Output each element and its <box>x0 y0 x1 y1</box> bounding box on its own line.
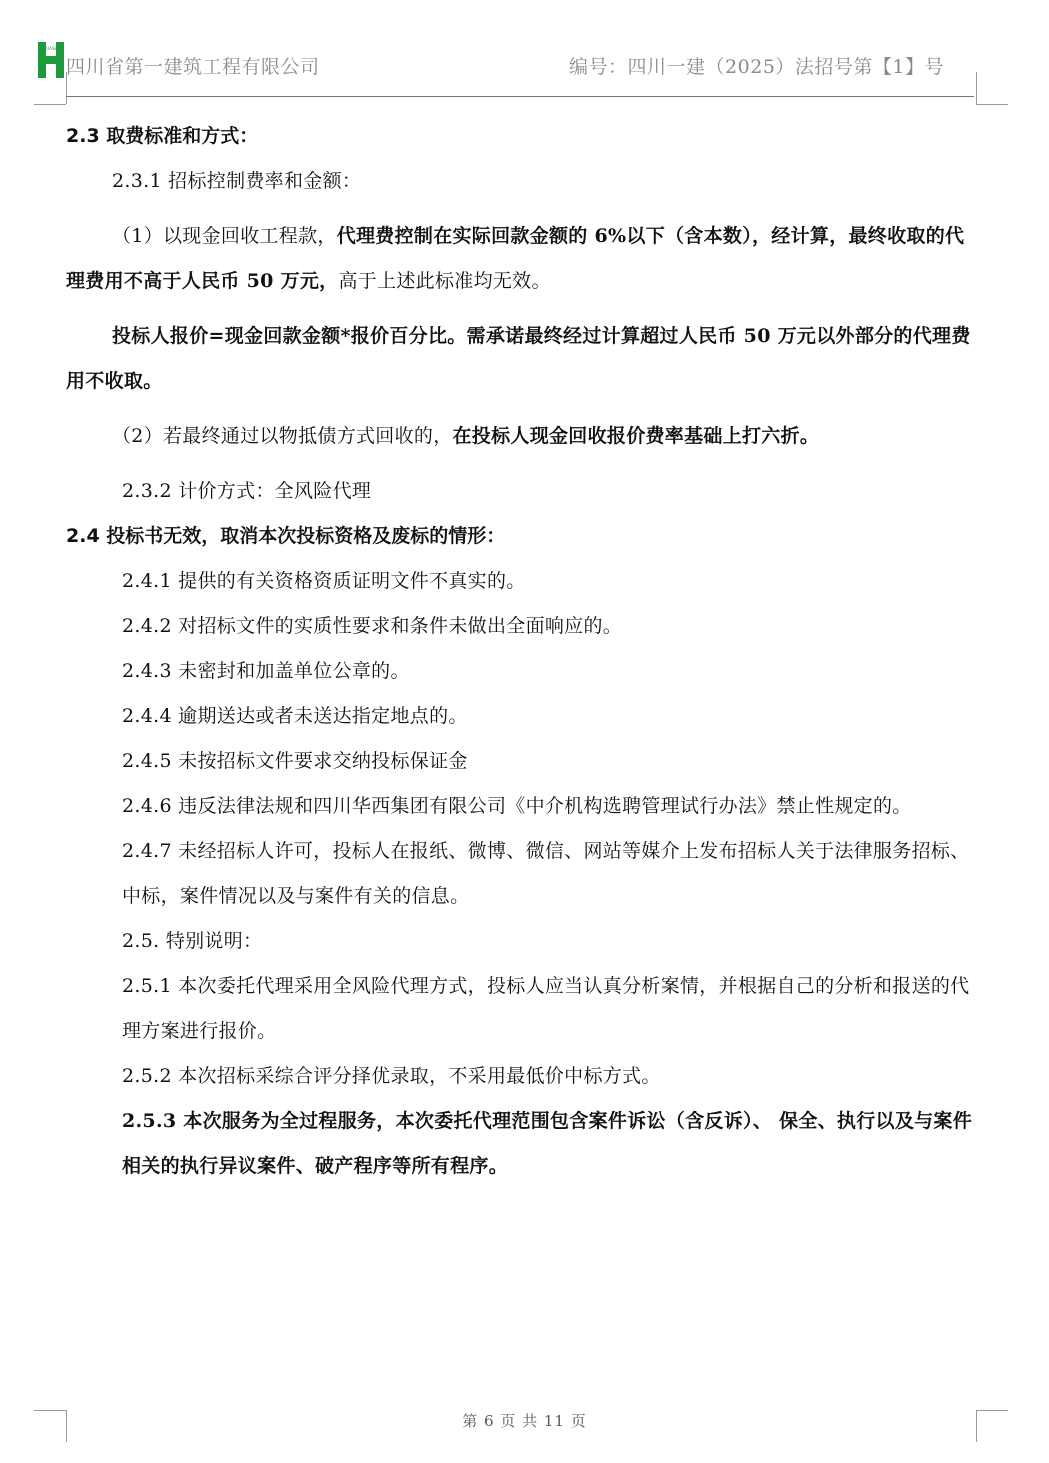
item-1-tail: 高于上述此标准均无效。 <box>338 270 551 292</box>
item-1-fee-cap: 代理费控制在实际回款金额的 6%以下（含本数），经计算，最终收取的代理费用不高于人民币 50 万元， <box>66 225 965 292</box>
section-2-5-3: 2.5.3 本次服务为全过程服务，本次委托代理范围包含案件诉讼（含反诉）、 保全、执行以及与案件相关的执行异议案件、破产程序等所有程序。 <box>122 1110 973 1177</box>
section-2-4-6: 2.4.6 违反法律法规和四川华西集团有限公司《中介机构选聘管理试行办法》禁止性规定的。 <box>122 795 912 817</box>
document-body <box>66 114 976 1189</box>
crop-mark-top-left-h <box>34 104 66 105</box>
item-2-paragraph <box>66 414 976 459</box>
item-2-lead: （2）若最终通过以物抵债方式回收的， <box>112 425 453 447</box>
section-2-3-title: 2.3 取费标准和方式： <box>66 125 259 147</box>
section-2-5-title: 2.5. 特别说明： <box>122 930 263 952</box>
page-number: 第 6 页 共 11 页 <box>462 1412 587 1430</box>
section-2-4-1: 2.4.1 提供的有关资格资质证明文件不真实的。 <box>122 570 526 592</box>
section-2-3-2: 2.3.2 计价方式：全风险代理 <box>122 480 372 502</box>
section-2-4-title: 2.4 投标书无效，取消本次投标资格及废标的情形： <box>66 525 506 547</box>
section-2-5-1: 2.5.1 本次委托代理采用全风险代理方式，投标人应当认真分析案情，并根据自己的分析和报送的代理方案进行报价。 <box>122 975 970 1042</box>
item-2-discount: 在投标人现金回收报价费率基础上打六折。 <box>452 425 820 447</box>
company-name: 四川省第一建筑工程有限公司 <box>66 56 320 78</box>
section-2-4-4: 2.4.4 逾期送达或者未送达指定地点的。 <box>122 705 468 727</box>
svg-text:HUASHI <box>43 46 58 51</box>
quote-formula-paragraph: 投标人报价=现金回款金额*报价百分比。需承诺最终经过计算超过人民币 50 万元以外部分的代理费用不收取。 <box>66 325 971 392</box>
section-2-3-1: 2.3.1 招标控制费率和金额： <box>112 170 362 192</box>
document-number: 编号：四川一建（2025）法招号第【1】号 <box>569 56 944 78</box>
section-2-4-3: 2.4.3 未密封和加盖单位公章的。 <box>122 660 410 682</box>
item-1-paragraph <box>66 214 976 304</box>
crop-mark-top-right-h <box>976 104 1008 105</box>
logo-text: HUASHI <box>43 46 59 51</box>
company-logo <box>38 42 64 78</box>
crop-mark-top-right-v <box>976 72 977 104</box>
section-2-4-2: 2.4.2 对招标文件的实质性要求和条件未做出全面响应的。 <box>122 615 623 637</box>
section-2-4-5: 2.4.5 未按招标文件要求交纳投标保证金 <box>122 750 468 772</box>
item-1-lead: （1）以现金回收工程款， <box>112 225 337 247</box>
section-2-5-2: 2.5.2 本次招标采综合评分择优录取，不采用最低价中标方式。 <box>122 1065 661 1087</box>
header-rule <box>66 96 974 97</box>
section-2-4-7: 2.4.7 未经招标人许可，投标人在报纸、微博、微信、网站等媒介上发布招标人关于法律服务招标、中标，案件情况以及与案件有关的信息。 <box>122 840 970 907</box>
